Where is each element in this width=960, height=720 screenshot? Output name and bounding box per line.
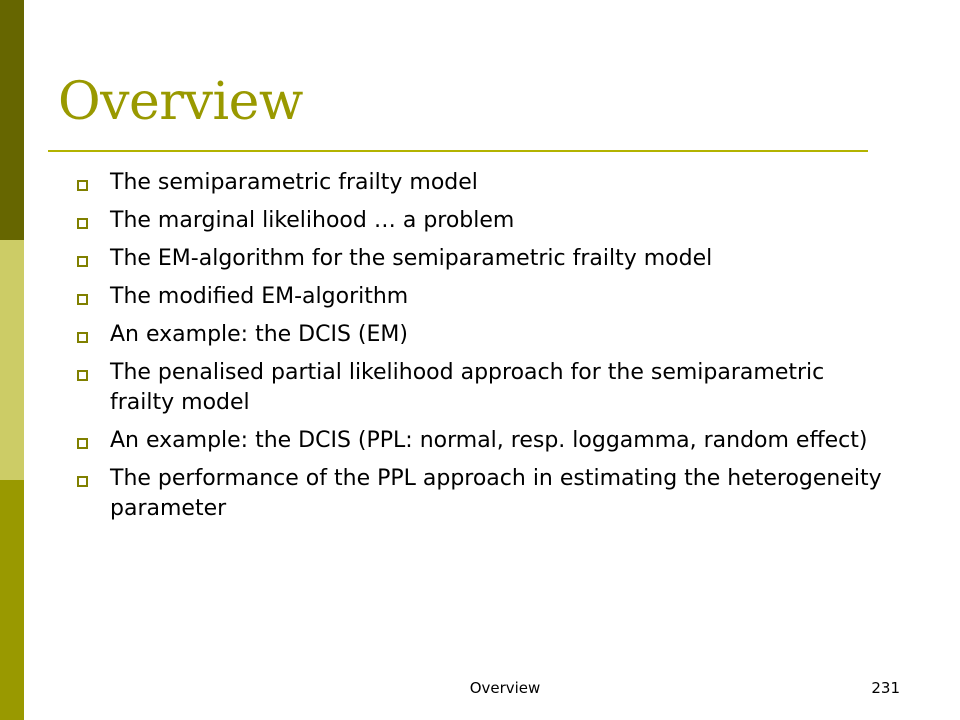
bullet-item [74, 206, 894, 236]
hollow-square-bullet-icon [77, 180, 88, 191]
bullet-item [74, 358, 894, 418]
hollow-square-bullet-icon [77, 256, 88, 267]
bullet-text: The modified EM-algorithm [110, 284, 409, 309]
bullet-list [74, 168, 894, 532]
bullet-text: The EM-algorithm for the semiparametric frailty model [110, 246, 713, 271]
bullet-item [74, 426, 894, 456]
footer-section-label: Overview [469, 679, 541, 697]
footer-page-number: 231 [871, 679, 900, 697]
bullet-text: An example: the DCIS (EM) [110, 322, 408, 347]
hollow-square-bullet-icon [77, 438, 88, 449]
bullet-item [74, 282, 894, 312]
hollow-square-bullet-icon [77, 294, 88, 305]
bullet-text: The performance of the PPL approach in estimating the heterogeneity parameter [110, 466, 882, 521]
hollow-square-bullet-icon [77, 476, 88, 487]
bullet-item [74, 320, 894, 350]
sidebar-band-top [0, 0, 24, 240]
bullet-text: The semiparametric frailty model [110, 170, 478, 195]
bullet-item [74, 464, 894, 524]
slide-title: Overview [58, 72, 303, 132]
hollow-square-bullet-icon [77, 332, 88, 343]
bullet-item [74, 168, 894, 198]
title-underline-rule [48, 150, 868, 152]
bullet-item [74, 244, 894, 274]
sidebar-band-middle [0, 240, 24, 480]
bullet-text: An example: the DCIS (PPL: normal, resp. loggamma, random effect) [110, 428, 868, 453]
bullet-text: The penalised partial likelihood approach for the semiparametric frailty model [110, 360, 825, 415]
hollow-square-bullet-icon [77, 370, 88, 381]
hollow-square-bullet-icon [77, 218, 88, 229]
bullet-text: The marginal likelihood … a problem [110, 208, 515, 233]
